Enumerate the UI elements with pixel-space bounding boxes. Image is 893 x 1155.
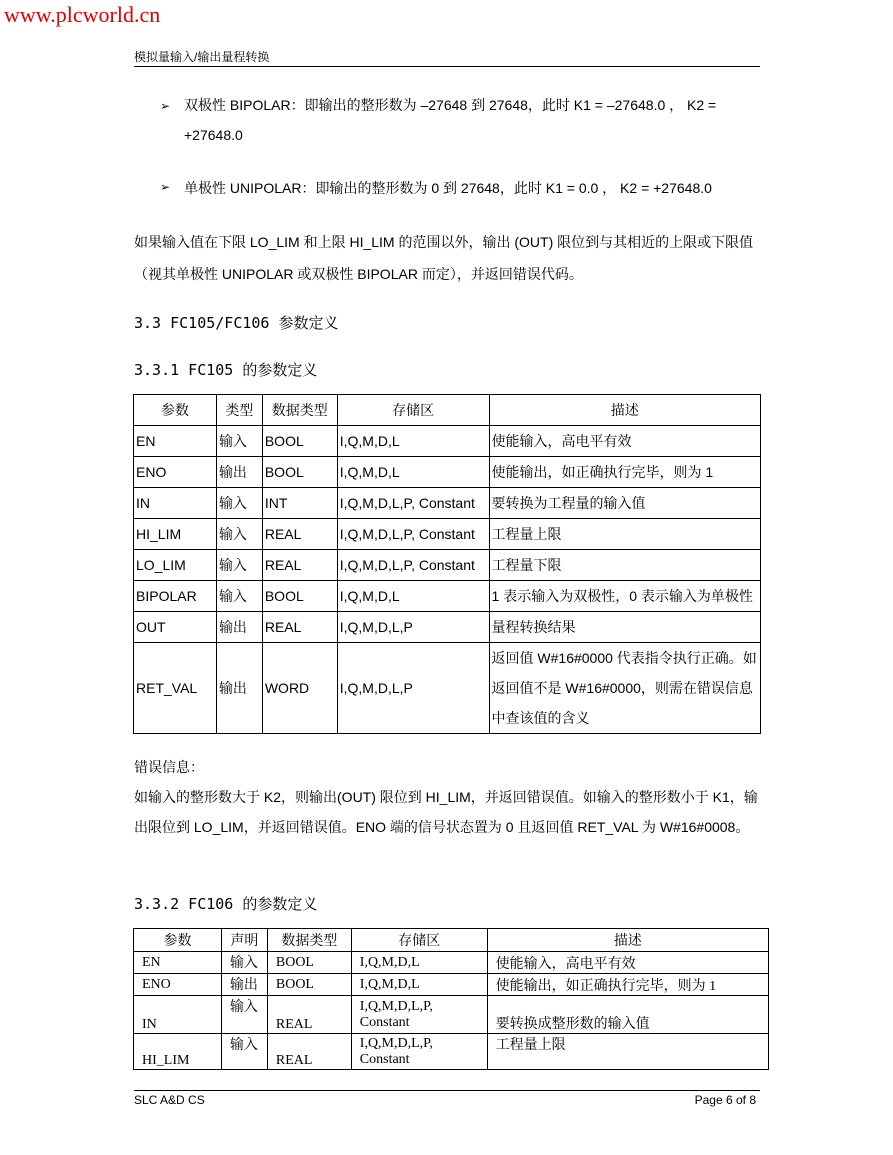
table-row: [134, 643, 761, 734]
section-heading: 3.3 FC105/FC106 参数定义: [134, 314, 339, 332]
memory-area-cell: I,Q,M,D,L: [337, 457, 489, 488]
column-header: 描述: [489, 395, 760, 426]
type-cell: 输入: [216, 550, 262, 581]
param-cell: IN: [134, 996, 222, 1034]
description-cell: 返回值 W#16#0000 代表指令执行正确。如返回值不是 W#16#0000，则需在错误信息中查该值的含义: [489, 643, 760, 734]
memory-area-cell: I,Q,M,D,L: [337, 581, 489, 612]
memory-area-cell: I,Q,M,D,L,P, Constant: [337, 488, 489, 519]
memory-area-cell: I,Q,M,D,L: [351, 974, 487, 996]
footer-org: SLC A&D CS: [134, 1093, 205, 1107]
table-row: [134, 426, 761, 457]
watermark: www.plcworld.cn: [4, 2, 161, 27]
table-row: [134, 581, 761, 612]
error-info-text: 如输入的整形数大于 K2，则输出(OUT) 限位到 HI_LIM，并返回错误值。如输入的整形数小于 K1，输出限位到 LO_LIM，并返回错误值。ENO 端的信号状态置为 0 且返回值 RET_VAL 为 W#16#0008。: [134, 789, 758, 835]
column-header: 数据类型: [267, 929, 351, 952]
column-header: 参数: [134, 395, 217, 426]
declaration-cell: 输入: [221, 1034, 267, 1070]
declaration-cell: 输出: [221, 974, 267, 996]
table-row: [134, 612, 761, 643]
param-cell: BIPOLAR: [134, 581, 217, 612]
column-header: 数据类型: [262, 395, 337, 426]
datatype-cell: REAL: [267, 1034, 351, 1070]
datatype-cell: INT: [262, 488, 337, 519]
datatype-cell: BOOL: [262, 426, 337, 457]
table-row: [134, 519, 761, 550]
subsection-heading: 3.3.1 FC105 的参数定义: [134, 361, 318, 379]
type-cell: 输入: [216, 581, 262, 612]
description-cell: 工程量上限: [487, 1034, 768, 1070]
column-header: 存储区: [351, 929, 487, 952]
error-info-label: 错误信息：: [134, 759, 204, 775]
param-cell: OUT: [134, 612, 217, 643]
page-number: Page 6 of 8: [694, 1093, 756, 1107]
column-header: 存储区: [337, 395, 489, 426]
footer-divider: [134, 1090, 760, 1091]
datatype-cell: BOOL: [262, 581, 337, 612]
table-row: [134, 488, 761, 519]
type-cell: 输出: [216, 612, 262, 643]
limit-paragraph: 如果输入值在下限 LO_LIM 和上限 HI_LIM 的范围以外，输出 (OUT) 限位到与其相近的上限或下限值（视其单极性 UNIPOLAR 或双极性 BIPOLAR 而定），并返回错误代码。: [134, 234, 754, 282]
memory-area-cell: I,Q,M,D,L,P: [337, 612, 489, 643]
type-cell: 输出: [216, 643, 262, 734]
param-cell: HI_LIM: [134, 1034, 222, 1070]
description-cell: 工程量上限: [489, 519, 760, 550]
param-cell: EN: [134, 426, 217, 457]
memory-area-cell: I,Q,M,D,L,P, Constant: [351, 996, 487, 1034]
declaration-cell: 输入: [221, 952, 267, 974]
datatype-cell: REAL: [262, 612, 337, 643]
param-cell: EN: [134, 952, 222, 974]
subsection-heading: 3.3.2 FC106 的参数定义: [134, 895, 318, 913]
datatype-cell: REAL: [262, 550, 337, 581]
description-cell: 1 表示输入为双极性，0 表示输入为单极性: [489, 581, 760, 612]
description-cell: 使能输出，如正确执行完毕，则为 1: [487, 974, 768, 996]
param-cell: ENO: [134, 974, 222, 996]
table-row: [134, 996, 769, 1034]
memory-area-cell: I,Q,M,D,L,P, Constant: [337, 519, 489, 550]
table-header-row: [134, 395, 761, 426]
param-cell: IN: [134, 488, 217, 519]
memory-area-cell: I,Q,M,D,L,P, Constant: [351, 1034, 487, 1070]
page-header: 模拟量输入/输出量程转换: [134, 50, 270, 64]
bullet-bipolar: 双极性 BIPOLAR：即输出的整形数为 –27648 到 27648，此时 K1 = –27648.0 ， K2 = +27648.0: [184, 97, 717, 143]
fc106-parameter-table: [133, 928, 769, 1070]
table-row: [134, 952, 769, 974]
memory-area-cell: I,Q,M,D,L: [351, 952, 487, 974]
param-cell: LO_LIM: [134, 550, 217, 581]
column-header: 声明: [221, 929, 267, 952]
bullet-arrow-icon: ➢: [160, 99, 171, 113]
description-cell: 使能输入，高电平有效: [487, 952, 768, 974]
type-cell: 输入: [216, 426, 262, 457]
description-cell: 使能输出，如正确执行完毕，则为 1: [489, 457, 760, 488]
description-cell: 工程量下限: [489, 550, 760, 581]
column-header: 描述: [487, 929, 768, 952]
memory-area-cell: I,Q,M,D,L,P: [337, 643, 489, 734]
param-cell: HI_LIM: [134, 519, 217, 550]
param-cell: ENO: [134, 457, 217, 488]
type-cell: 输入: [216, 488, 262, 519]
column-header: 类型: [216, 395, 262, 426]
type-cell: 输入: [216, 519, 262, 550]
datatype-cell: REAL: [262, 519, 337, 550]
column-header: 参数: [134, 929, 222, 952]
table-header-row: [134, 929, 769, 952]
table-row: [134, 974, 769, 996]
type-cell: 输出: [216, 457, 262, 488]
param-cell: RET_VAL: [134, 643, 217, 734]
table-row: [134, 457, 761, 488]
header-divider: [134, 66, 760, 67]
datatype-cell: BOOL: [267, 952, 351, 974]
bullet-unipolar: 单极性 UNIPOLAR：即输出的整形数为 0 到 27648，此时 K1 = 0.0 ， K2 = +27648.0: [184, 180, 712, 196]
datatype-cell: BOOL: [262, 457, 337, 488]
declaration-cell: 输入: [221, 996, 267, 1034]
table-row: [134, 550, 761, 581]
description-cell: 要转换成整形数的输入值: [487, 996, 768, 1034]
datatype-cell: BOOL: [267, 974, 351, 996]
memory-area-cell: I,Q,M,D,L: [337, 426, 489, 457]
fc105-parameter-table: [133, 394, 761, 734]
description-cell: 使能输入，高电平有效: [489, 426, 760, 457]
datatype-cell: REAL: [267, 996, 351, 1034]
description-cell: 要转换为工程量的输入值: [489, 488, 760, 519]
description-cell: 量程转换结果: [489, 612, 760, 643]
table-row: [134, 1034, 769, 1070]
bullet-arrow-icon: ➢: [160, 180, 171, 194]
memory-area-cell: I,Q,M,D,L,P, Constant: [337, 550, 489, 581]
datatype-cell: WORD: [262, 643, 337, 734]
